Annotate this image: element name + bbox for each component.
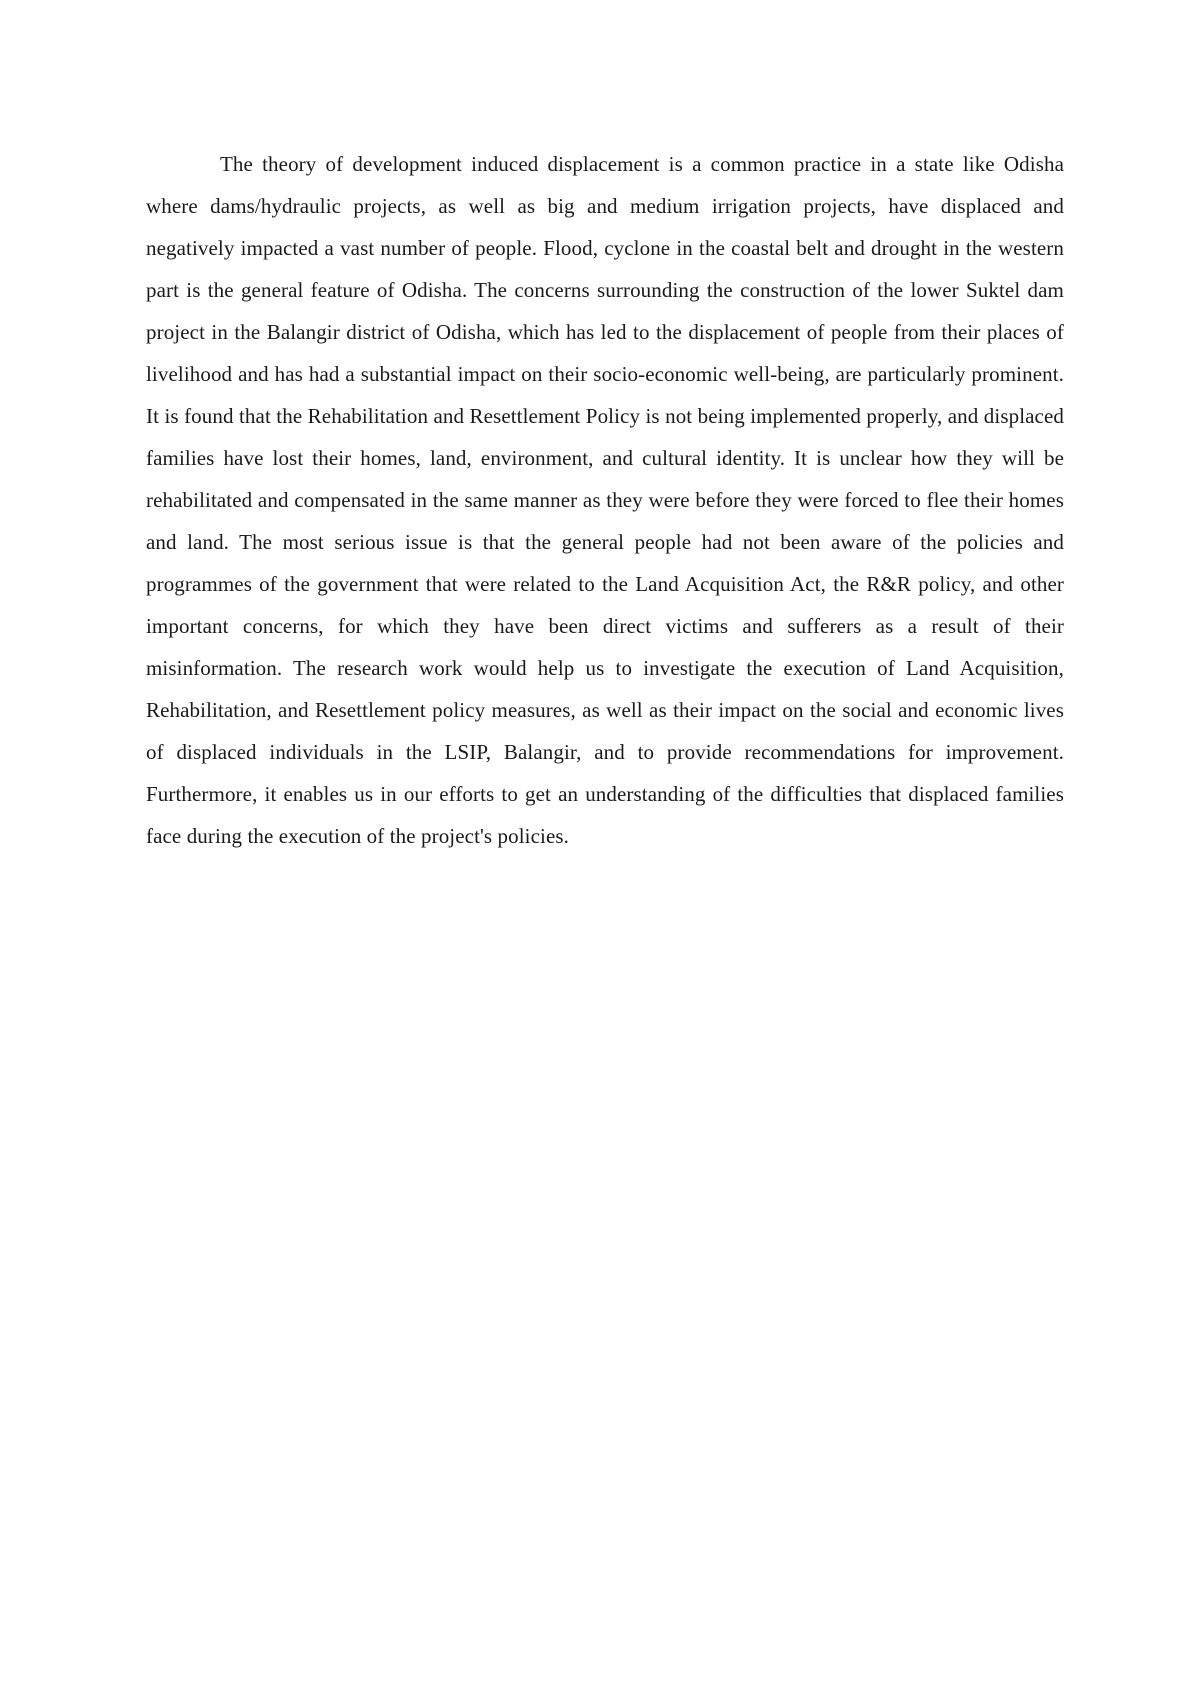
body-paragraph: The theory of development induced displacement is a common practice in a state like Odisha where dams/hydraulic projects, as well as big and medium irrigation projects, have displaced and negatively impacted a vast number of people. Flood, cyclone in the coastal belt and drought in the western part is the general feature of Odisha. The concerns surrounding the construction of the lower Suktel dam project in the Balangir district of Odisha, which has led to the displacement of people from their places of livelihood and has had a substantial impact on their socio-economic well-being, are particularly prominent. It is found that the Rehabilitation and Resettlement Policy is not being implemented properly, and displaced families have lost their homes, land, environment, and cultural identity. It is unclear how they will be rehabilitated and compensated in the same manner as they were before they were forced to flee their homes and land. The most serious issue is that the general people had not been aware of the policies and programmes of the government that were related to the Land Acquisition Act, the R&R policy, and other important concerns, for which they have been direct victims and sufferers as a result of their misinformation. The research work would help us to investigate the execution of Land Acquisition, Rehabilitation, and Resettlement policy measures, as well as their impact on the social and economic lives of displaced individuals in the LSIP, Balangir, and to provide recommendations for improvement. Furthermore, it enables us in our efforts to get an understanding of the difficulties that displaced families face during the execution of the project's policies. bbox=[146, 152, 1064, 848]
